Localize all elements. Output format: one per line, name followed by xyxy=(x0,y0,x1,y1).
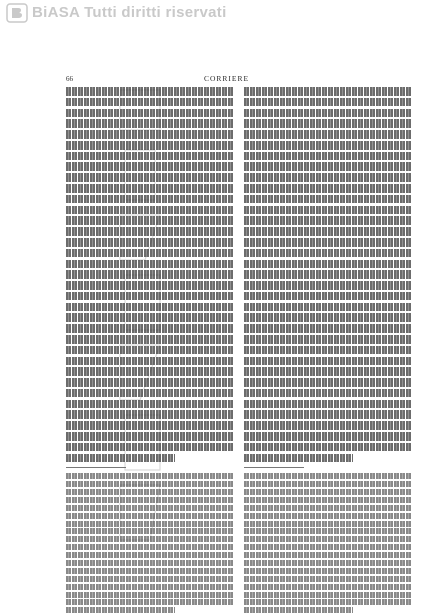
text-line xyxy=(66,432,234,441)
footnote-line xyxy=(244,544,412,550)
text-line xyxy=(244,238,412,247)
footnote-separator xyxy=(244,467,304,468)
text-line xyxy=(244,119,412,128)
text-line xyxy=(66,206,234,215)
text-line xyxy=(244,281,412,290)
footnote-line xyxy=(244,521,412,527)
text-line xyxy=(66,227,234,236)
footnote-line xyxy=(66,560,234,566)
footnote-separator xyxy=(66,467,126,468)
footnote-line xyxy=(66,497,234,503)
text-line xyxy=(66,292,234,301)
text-line xyxy=(244,400,412,409)
text-line xyxy=(244,206,412,215)
footnote-line xyxy=(66,584,234,590)
text-line xyxy=(66,141,234,150)
text-line xyxy=(244,454,353,463)
text-line xyxy=(66,195,234,204)
text-line xyxy=(244,98,412,107)
text-line xyxy=(244,195,412,204)
text-line xyxy=(66,378,234,387)
footnote-line xyxy=(244,513,412,519)
text-line xyxy=(244,410,412,419)
footnote-line xyxy=(66,552,234,558)
text-line xyxy=(244,313,412,322)
text-line xyxy=(66,335,234,344)
footnote-line xyxy=(66,592,234,598)
text-line xyxy=(66,454,175,463)
running-head: CORRIERE xyxy=(204,74,250,83)
text-line xyxy=(244,346,412,355)
footnote-line xyxy=(66,544,234,550)
footnote-line xyxy=(244,481,412,487)
text-line xyxy=(66,281,234,290)
text-line xyxy=(66,410,234,419)
biasa-logo-icon xyxy=(6,3,28,23)
text-line xyxy=(244,303,412,312)
text-line xyxy=(244,130,412,139)
text-line xyxy=(66,357,234,366)
footnote-line xyxy=(244,552,412,558)
text-line xyxy=(66,421,234,430)
footnote-line xyxy=(244,560,412,566)
text-line xyxy=(244,421,412,430)
text-line xyxy=(66,109,234,118)
left-column xyxy=(66,87,234,615)
text-line xyxy=(244,109,412,118)
footnote-line xyxy=(244,592,412,598)
right-column xyxy=(244,87,412,615)
footnote-line xyxy=(244,599,412,605)
text-line xyxy=(244,152,412,161)
text-line xyxy=(66,324,234,333)
text-line xyxy=(244,87,412,96)
text-line xyxy=(66,130,234,139)
footnote-line xyxy=(66,505,234,511)
footnote-line xyxy=(244,584,412,590)
text-line xyxy=(244,292,412,301)
text-line xyxy=(66,162,234,171)
text-line xyxy=(66,443,234,452)
text-line xyxy=(244,227,412,236)
footnote-line xyxy=(66,513,234,519)
footnote-line xyxy=(66,528,234,534)
text-line xyxy=(244,173,412,182)
footnote-line xyxy=(244,473,412,479)
text-line xyxy=(66,184,234,193)
text-line xyxy=(66,303,234,312)
text-line xyxy=(244,216,412,225)
text-line xyxy=(244,324,412,333)
footnote-line xyxy=(244,576,412,582)
text-line xyxy=(66,389,234,398)
footnote-line xyxy=(66,473,234,479)
text-line xyxy=(244,184,412,193)
footnote-line xyxy=(66,489,234,495)
text-line xyxy=(66,216,234,225)
footnote-line xyxy=(66,568,234,574)
footnote-line xyxy=(66,607,175,613)
text-line xyxy=(244,389,412,398)
footnote-line xyxy=(244,505,412,511)
text-line xyxy=(66,249,234,258)
text-line xyxy=(244,357,412,366)
text-line xyxy=(66,152,234,161)
text-line xyxy=(66,98,234,107)
text-line xyxy=(66,238,234,247)
footnote-line xyxy=(244,489,412,495)
text-line xyxy=(66,87,234,96)
footnote-line xyxy=(244,528,412,534)
text-line xyxy=(244,141,412,150)
text-line xyxy=(244,270,412,279)
text-line xyxy=(244,249,412,258)
text-line xyxy=(66,260,234,269)
text-line xyxy=(244,260,412,269)
footnote-line xyxy=(244,497,412,503)
text-line xyxy=(244,443,412,452)
text-line xyxy=(66,313,234,322)
footnote-line xyxy=(66,481,234,487)
text-line xyxy=(244,432,412,441)
footnote-line xyxy=(244,568,412,574)
footnote-line xyxy=(66,536,234,542)
text-line xyxy=(244,367,412,376)
text-line xyxy=(66,119,234,128)
text-line xyxy=(66,367,234,376)
text-line xyxy=(66,346,234,355)
text-line xyxy=(244,335,412,344)
footnote-line xyxy=(66,599,234,605)
text-line xyxy=(244,378,412,387)
watermark-banner xyxy=(0,0,446,26)
text-line xyxy=(66,400,234,409)
footnote-line xyxy=(244,536,412,542)
text-line xyxy=(66,173,234,182)
text-line xyxy=(66,270,234,279)
footnote-line xyxy=(66,521,234,527)
text-line xyxy=(244,162,412,171)
footnote-line xyxy=(244,607,353,613)
footnote-line xyxy=(66,576,234,582)
page-number: 66 xyxy=(66,75,73,83)
watermark-title: BiASA Tutti diritti riservati xyxy=(32,4,227,21)
